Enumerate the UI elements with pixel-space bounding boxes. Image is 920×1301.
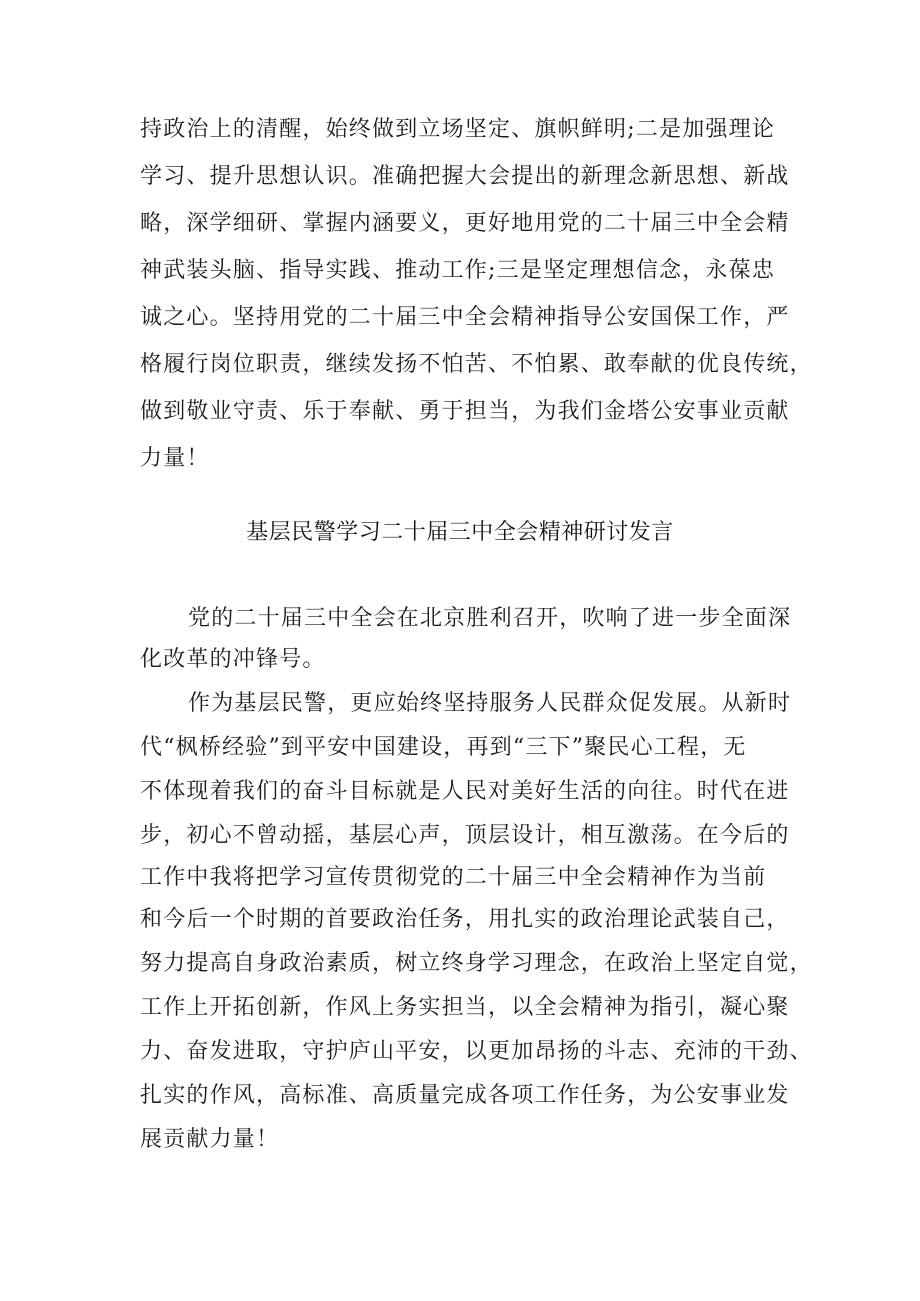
- text-line: 努力提高自身政治素质，树立终身学习理念，在政治上坚定自觉，: [140, 951, 813, 976]
- text-line: 作为基层民警，更应始终坚持服务人民群众促发展。从新时: [188, 691, 792, 716]
- text-line: 步，初心不曾动摇，基层心声，顶层设计，相互激荡。在今后的: [140, 823, 790, 848]
- text-line: 力、奋发进取，守护庐山平安，以更加昂扬的斗志、充沛的干劲、: [140, 1039, 813, 1064]
- text-line: 展贡献力量！: [140, 1127, 280, 1152]
- text-line: 代“枫桥经验”到平安中国建设，再到“三下”聚民心工程，无: [140, 735, 747, 760]
- text-line: 学习、提升思想认识。准确把握大会提出的新理念新思想、新战: [140, 164, 790, 189]
- text-line: 不体现着我们的奋斗目标就是人民对美好生活的向往。时代在进: [140, 779, 790, 804]
- text-line: 力量！: [140, 446, 210, 471]
- text-line: 略，深学细研、掌握内涵要义，更好地用党的二十届三中全会精: [140, 211, 790, 236]
- text-line: 格履行岗位职责，继续发扬不怕苦、不怕累、敢奉献的优良传统，: [140, 352, 813, 377]
- text-line: 工作中我将把学习宣传贯彻党的二十届三中全会精神作为当前: [140, 865, 767, 890]
- text-line: 化改革的冲锋号。: [140, 647, 326, 672]
- text-line: 神武装头脑、指导实践、推动工作;三是坚定理想信念，永葆忠: [140, 258, 776, 283]
- text-line: 诚之心。坚持用党的二十届三中全会精神指导公安国保工作，严: [140, 305, 790, 330]
- text-line: 扎实的作风，高标准、高质量完成各项工作任务，为公安事业发: [140, 1083, 790, 1108]
- article-title: 基层民警学习二十届三中全会精神研讨发言: [246, 520, 674, 545]
- text-line: 持政治上的清醒，始终做到立场坚定、旗帜鲜明;二是加强理论: [140, 117, 776, 142]
- text-line: 工作上开拓创新，作风上务实担当，以全会精神为指引，凝心聚: [140, 995, 790, 1020]
- text-line: 党的二十届三中全会在北京胜利召开，吹响了进一步全面深: [188, 606, 792, 631]
- text-line: 做到敬业守责、乐于奉献、勇于担当，为我们金塔公安事业贡献: [140, 399, 790, 424]
- text-line: 和今后一个时期的首要政治任务，用扎实的政治理论武装自己，: [140, 907, 790, 932]
